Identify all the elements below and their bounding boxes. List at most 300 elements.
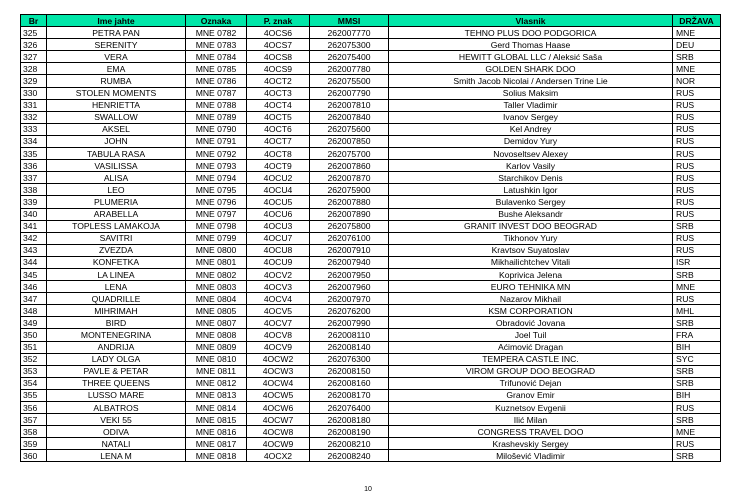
yacht-register-sheet [20,14,720,462]
cell-drzava: RUS [673,87,721,99]
cell-oznaka: MNE 0804 [186,293,247,305]
table-row [21,148,721,160]
table-row [21,256,721,268]
cell-ime-jahte: PLUMERIA [47,196,186,208]
cell-oznaka: MNE 0785 [186,63,247,75]
cell-p-znak: 4OCW7 [247,414,310,426]
cell-drzava: SRB [673,365,721,377]
table-row [21,75,721,87]
column-header-ime-jahte: Ime jahte [47,15,186,27]
cell-drzava: SRB [673,268,721,280]
table-row [21,365,721,377]
cell-p-znak: 4OCW8 [247,426,310,438]
cell-ime-jahte: RUMBA [47,75,186,87]
cell-ime-jahte: MIHRIMAH [47,305,186,317]
cell-mmsi: 262007840 [310,111,389,123]
cell-br: 336 [21,160,47,172]
cell-vlasnik: Krashevskiy Sergey [389,438,673,450]
cell-br: 354 [21,377,47,389]
cell-oznaka: MNE 0813 [186,389,247,401]
cell-mmsi: 262008180 [310,414,389,426]
cell-br: 349 [21,317,47,329]
column-header-oznaka: Oznaka [186,15,247,27]
cell-oznaka: MNE 0814 [186,402,247,414]
cell-vlasnik: Ilić Milan [389,414,673,426]
cell-mmsi: 262076100 [310,232,389,244]
cell-mmsi: 262075700 [310,148,389,160]
cell-p-znak: 4OCU5 [247,196,310,208]
cell-ime-jahte: THREE QUEENS [47,377,186,389]
cell-p-znak: 4OCW9 [247,438,310,450]
cell-ime-jahte: EMA [47,63,186,75]
page-number: 10 [364,486,372,493]
cell-mmsi: 262008140 [310,341,389,353]
cell-mmsi: 262007940 [310,256,389,268]
cell-oznaka: MNE 0795 [186,184,247,196]
cell-drzava: RUS [673,438,721,450]
cell-vlasnik: Gerd Thomas Haase [389,39,673,51]
cell-br: 360 [21,450,47,462]
cell-ime-jahte: PAVLE & PETAR [47,365,186,377]
cell-br: 351 [21,341,47,353]
cell-oznaka: MNE 0792 [186,148,247,160]
cell-vlasnik: Novoseltsev Alexey [389,148,673,160]
cell-vlasnik: CONGRESS TRAVEL DOO [389,426,673,438]
cell-oznaka: MNE 0790 [186,123,247,135]
table-row [21,99,721,111]
cell-br: 341 [21,220,47,232]
cell-mmsi: 262007960 [310,281,389,293]
cell-p-znak: 4OCU4 [247,184,310,196]
cell-vlasnik: Karlov Vasily [389,160,673,172]
cell-drzava: RUS [673,293,721,305]
cell-oznaka: MNE 0816 [186,426,247,438]
cell-drzava: SRB [673,414,721,426]
table-row [21,232,721,244]
cell-mmsi: 262007860 [310,160,389,172]
cell-drzava: RUS [673,232,721,244]
cell-oznaka: MNE 0810 [186,353,247,365]
cell-oznaka: MNE 0784 [186,51,247,63]
cell-mmsi: 262007990 [310,317,389,329]
cell-oznaka: MNE 0791 [186,135,247,147]
cell-br: 330 [21,87,47,99]
cell-ime-jahte: LUSSO MARE [47,389,186,401]
cell-br: 352 [21,353,47,365]
cell-drzava: RUS [673,148,721,160]
cell-p-znak: 4OCW4 [247,377,310,389]
cell-vlasnik: Solius Maksim [389,87,673,99]
cell-oznaka: MNE 0818 [186,450,247,462]
cell-p-znak: 4OCT4 [247,99,310,111]
cell-oznaka: MNE 0789 [186,111,247,123]
cell-p-znak: 4OCU7 [247,232,310,244]
cell-ime-jahte: LENA [47,281,186,293]
cell-ime-jahte: HENRIETTA [47,99,186,111]
table-body [21,27,721,462]
cell-br: 346 [21,281,47,293]
column-header-vlasnik: Vlasnik [389,15,673,27]
cell-drzava: SRB [673,220,721,232]
cell-oznaka: MNE 0798 [186,220,247,232]
cell-oznaka: MNE 0809 [186,341,247,353]
cell-drzava: SYC [673,353,721,365]
cell-mmsi: 262007780 [310,63,389,75]
cell-vlasnik: HEWITT GLOBAL LLC / Aleksić Saša [389,51,673,63]
cell-drzava: RUS [673,123,721,135]
cell-br: 343 [21,244,47,256]
cell-p-znak: 4OCS7 [247,39,310,51]
table-row [21,268,721,280]
cell-vlasnik: Koprivica Jelena [389,268,673,280]
cell-mmsi: 262008170 [310,389,389,401]
cell-mmsi: 262007810 [310,99,389,111]
cell-ime-jahte: STOLEN MOMENTS [47,87,186,99]
cell-vlasnik: Milošević Vladimir [389,450,673,462]
table-row [21,220,721,232]
cell-mmsi: 262007850 [310,135,389,147]
cell-vlasnik: Obradović Jovana [389,317,673,329]
cell-mmsi: 262076200 [310,305,389,317]
cell-p-znak: 4OCV8 [247,329,310,341]
cell-oznaka: MNE 0817 [186,438,247,450]
cell-ime-jahte: LEO [47,184,186,196]
cell-oznaka: MNE 0807 [186,317,247,329]
table-row [21,208,721,220]
table-row [21,87,721,99]
cell-ime-jahte: PETRA PAN [47,27,186,39]
cell-vlasnik: Starchikov Denis [389,172,673,184]
cell-p-znak: 4OCT8 [247,148,310,160]
table-row [21,293,721,305]
cell-oznaka: MNE 0808 [186,329,247,341]
cell-vlasnik: Kravtsov Suyatoslav [389,244,673,256]
cell-br: 331 [21,99,47,111]
cell-vlasnik: Mikhailichtchev Vitali [389,256,673,268]
cell-p-znak: 4OCV4 [247,293,310,305]
cell-ime-jahte: KONFETKA [47,256,186,268]
cell-oznaka: MNE 0805 [186,305,247,317]
cell-ime-jahte: TABULA RASA [47,148,186,160]
cell-p-znak: 4OCV9 [247,341,310,353]
column-header-p-znak: P. znak [247,15,310,27]
cell-p-znak: 4OCS9 [247,63,310,75]
cell-br: 332 [21,111,47,123]
cell-oznaka: MNE 0793 [186,160,247,172]
cell-mmsi: 262076400 [310,402,389,414]
table-row [21,196,721,208]
cell-drzava: FRA [673,329,721,341]
yacht-register-table [20,14,721,462]
table-row [21,111,721,123]
cell-vlasnik: Kuznetsov Evgenii [389,402,673,414]
cell-br: 347 [21,293,47,305]
cell-drzava: SRB [673,51,721,63]
cell-oznaka: MNE 0786 [186,75,247,87]
table-row [21,244,721,256]
table-row [21,305,721,317]
cell-p-znak: 4OCU2 [247,172,310,184]
cell-p-znak: 4OCX2 [247,450,310,462]
cell-ime-jahte: ARABELLA [47,208,186,220]
cell-p-znak: 4OCV2 [247,268,310,280]
cell-ime-jahte: JOHN [47,135,186,147]
cell-drzava: SRB [673,450,721,462]
cell-p-znak: 4OCS8 [247,51,310,63]
cell-vlasnik: Kel Andrey [389,123,673,135]
table-row [21,329,721,341]
cell-br: 328 [21,63,47,75]
cell-drzava: RUS [673,184,721,196]
table-row [21,450,721,462]
cell-br: 327 [21,51,47,63]
cell-vlasnik: Ivanov Sergey [389,111,673,123]
cell-drzava: RUS [673,402,721,414]
cell-p-znak: 4OCU6 [247,208,310,220]
cell-ime-jahte: AKSEL [47,123,186,135]
cell-mmsi: 262076300 [310,353,389,365]
column-header-mmsi: MMSI [310,15,389,27]
table-row [21,281,721,293]
cell-mmsi: 262075300 [310,39,389,51]
cell-drzava: MNE [673,281,721,293]
cell-ime-jahte: ANDRIJA [47,341,186,353]
cell-oznaka: MNE 0797 [186,208,247,220]
cell-drzava: MNE [673,426,721,438]
cell-ime-jahte: QUADRILLE [47,293,186,305]
cell-p-znak: 4OCS6 [247,27,310,39]
cell-mmsi: 262007870 [310,172,389,184]
cell-br: 329 [21,75,47,87]
cell-p-znak: 4OCV5 [247,305,310,317]
cell-ime-jahte: VEKI 55 [47,414,186,426]
cell-drzava: RUS [673,208,721,220]
cell-vlasnik: Bulavenko Sergey [389,196,673,208]
cell-vlasnik: Latushkin Igor [389,184,673,196]
table-row [21,438,721,450]
cell-mmsi: 262008110 [310,329,389,341]
cell-vlasnik: TEHNO PLUS DOO PODGORICA [389,27,673,39]
cell-br: 342 [21,232,47,244]
cell-mmsi: 262007890 [310,208,389,220]
table-row [21,123,721,135]
cell-drzava: DEU [673,39,721,51]
cell-mmsi: 262008240 [310,450,389,462]
cell-ime-jahte: ODIVA [47,426,186,438]
cell-vlasnik: Taller Vladimir [389,99,673,111]
cell-vlasnik: EURO TEHNIKA MN [389,281,673,293]
cell-p-znak: 4OCW3 [247,365,310,377]
cell-p-znak: 4OCT7 [247,135,310,147]
cell-br: 358 [21,426,47,438]
cell-oznaka: MNE 0812 [186,377,247,389]
cell-br: 356 [21,402,47,414]
cell-ime-jahte: LADY OLGA [47,353,186,365]
cell-vlasnik: Trifunović Dejan [389,377,673,389]
cell-br: 340 [21,208,47,220]
cell-mmsi: 262008190 [310,426,389,438]
cell-mmsi: 262007970 [310,293,389,305]
cell-ime-jahte: ZVEZDA [47,244,186,256]
cell-drzava: ISR [673,256,721,268]
table-row [21,172,721,184]
cell-br: 357 [21,414,47,426]
column-header-drzava: DRŽAVA [673,15,721,27]
table-row [21,135,721,147]
cell-mmsi: 262007790 [310,87,389,99]
cell-mmsi: 262007950 [310,268,389,280]
cell-br: 353 [21,365,47,377]
cell-mmsi: 262007770 [310,27,389,39]
cell-p-znak: 4OCU9 [247,256,310,268]
cell-oznaka: MNE 0782 [186,27,247,39]
cell-vlasnik: TEMPERA CASTLE INC. [389,353,673,365]
cell-vlasnik: Bushe Aleksandr [389,208,673,220]
cell-mmsi: 262075400 [310,51,389,63]
cell-br: 337 [21,172,47,184]
cell-p-znak: 4OCW5 [247,389,310,401]
cell-oznaka: MNE 0794 [186,172,247,184]
cell-oznaka: MNE 0801 [186,256,247,268]
cell-p-znak: 4OCT6 [247,123,310,135]
cell-ime-jahte: LA LINEA [47,268,186,280]
cell-mmsi: 262007910 [310,244,389,256]
cell-oznaka: MNE 0799 [186,232,247,244]
cell-mmsi: 262075500 [310,75,389,87]
cell-vlasnik: GRANIT INVEST DOO BEOGRAD [389,220,673,232]
table-row [21,353,721,365]
cell-oznaka: MNE 0783 [186,39,247,51]
cell-oznaka: MNE 0796 [186,196,247,208]
cell-drzava: RUS [673,111,721,123]
table-row [21,317,721,329]
cell-p-znak: 4OCT9 [247,160,310,172]
cell-br: 344 [21,256,47,268]
cell-vlasnik: Smith Jacob Nicolai / Andersen Trine Lie [389,75,673,87]
cell-oznaka: MNE 0787 [186,87,247,99]
cell-vlasnik: GOLDEN SHARK DOO [389,63,673,75]
cell-oznaka: MNE 0803 [186,281,247,293]
cell-br: 326 [21,39,47,51]
cell-vlasnik: Joel Tuil [389,329,673,341]
cell-ime-jahte: LENA M [47,450,186,462]
cell-oznaka: MNE 0811 [186,365,247,377]
cell-vlasnik: Granov Emir [389,389,673,401]
cell-p-znak: 4OCW2 [247,353,310,365]
cell-vlasnik: Tikhonov Yury [389,232,673,244]
cell-ime-jahte: SWALLOW [47,111,186,123]
table-header-row [21,15,721,27]
cell-mmsi: 262008210 [310,438,389,450]
cell-drzava: BIH [673,341,721,353]
cell-br: 359 [21,438,47,450]
table-row [21,63,721,75]
cell-br: 338 [21,184,47,196]
cell-drzava: RUS [673,196,721,208]
cell-mmsi: 262008160 [310,377,389,389]
cell-p-znak: 4OCU8 [247,244,310,256]
cell-oznaka: MNE 0802 [186,268,247,280]
cell-p-znak: 4OCV7 [247,317,310,329]
cell-drzava: MNE [673,63,721,75]
cell-ime-jahte: MONTENEGRINA [47,329,186,341]
cell-mmsi: 262075600 [310,123,389,135]
cell-p-znak: 4OCT2 [247,75,310,87]
cell-br: 355 [21,389,47,401]
cell-p-znak: 4OCV3 [247,281,310,293]
cell-drzava: MHL [673,305,721,317]
cell-p-znak: 4OCW6 [247,402,310,414]
cell-vlasnik: Demidov Yury [389,135,673,147]
cell-vlasnik: VIROM GROUP DOO BEOGRAD [389,365,673,377]
table-row [21,402,721,414]
cell-p-znak: 4OCT5 [247,111,310,123]
table-row [21,341,721,353]
table-row [21,389,721,401]
cell-br: 348 [21,305,47,317]
cell-ime-jahte: VERA [47,51,186,63]
cell-br: 350 [21,329,47,341]
table-row [21,426,721,438]
cell-drzava: RUS [673,160,721,172]
cell-oznaka: MNE 0815 [186,414,247,426]
cell-drzava: MNE [673,27,721,39]
cell-ime-jahte: BIRD [47,317,186,329]
cell-ime-jahte: VASILISSA [47,160,186,172]
table-row [21,39,721,51]
cell-drzava: RUS [673,172,721,184]
table-row [21,414,721,426]
table-row [21,184,721,196]
cell-oznaka: MNE 0800 [186,244,247,256]
cell-br: 333 [21,123,47,135]
cell-br: 339 [21,196,47,208]
cell-br: 325 [21,27,47,39]
cell-ime-jahte: ALISA [47,172,186,184]
table-row [21,51,721,63]
cell-drzava: BIH [673,389,721,401]
cell-vlasnik: KSM CORPORATION [389,305,673,317]
cell-ime-jahte: TOPLESS LAMAKOJA [47,220,186,232]
cell-drzava: RUS [673,99,721,111]
cell-mmsi: 262075800 [310,220,389,232]
cell-oznaka: MNE 0788 [186,99,247,111]
table-row [21,160,721,172]
cell-ime-jahte: SERENITY [47,39,186,51]
cell-mmsi: 262007880 [310,196,389,208]
cell-drzava: SRB [673,377,721,389]
table-row [21,377,721,389]
cell-p-znak: 4OCT3 [247,87,310,99]
cell-br: 345 [21,268,47,280]
cell-ime-jahte: ALBATROS [47,402,186,414]
cell-mmsi: 262075900 [310,184,389,196]
cell-drzava: SRB [673,317,721,329]
cell-p-znak: 4OCU3 [247,220,310,232]
cell-drzava: RUS [673,135,721,147]
cell-ime-jahte: SAVITRI [47,232,186,244]
cell-drzava: NOR [673,75,721,87]
cell-br: 335 [21,148,47,160]
cell-ime-jahte: NATALI [47,438,186,450]
cell-vlasnik: Nazarov Mikhail [389,293,673,305]
cell-drzava: RUS [673,244,721,256]
cell-vlasnik: Aćimović Dragan [389,341,673,353]
cell-mmsi: 262008150 [310,365,389,377]
cell-br: 334 [21,135,47,147]
column-header-br: Br [21,15,47,27]
table-row [21,27,721,39]
